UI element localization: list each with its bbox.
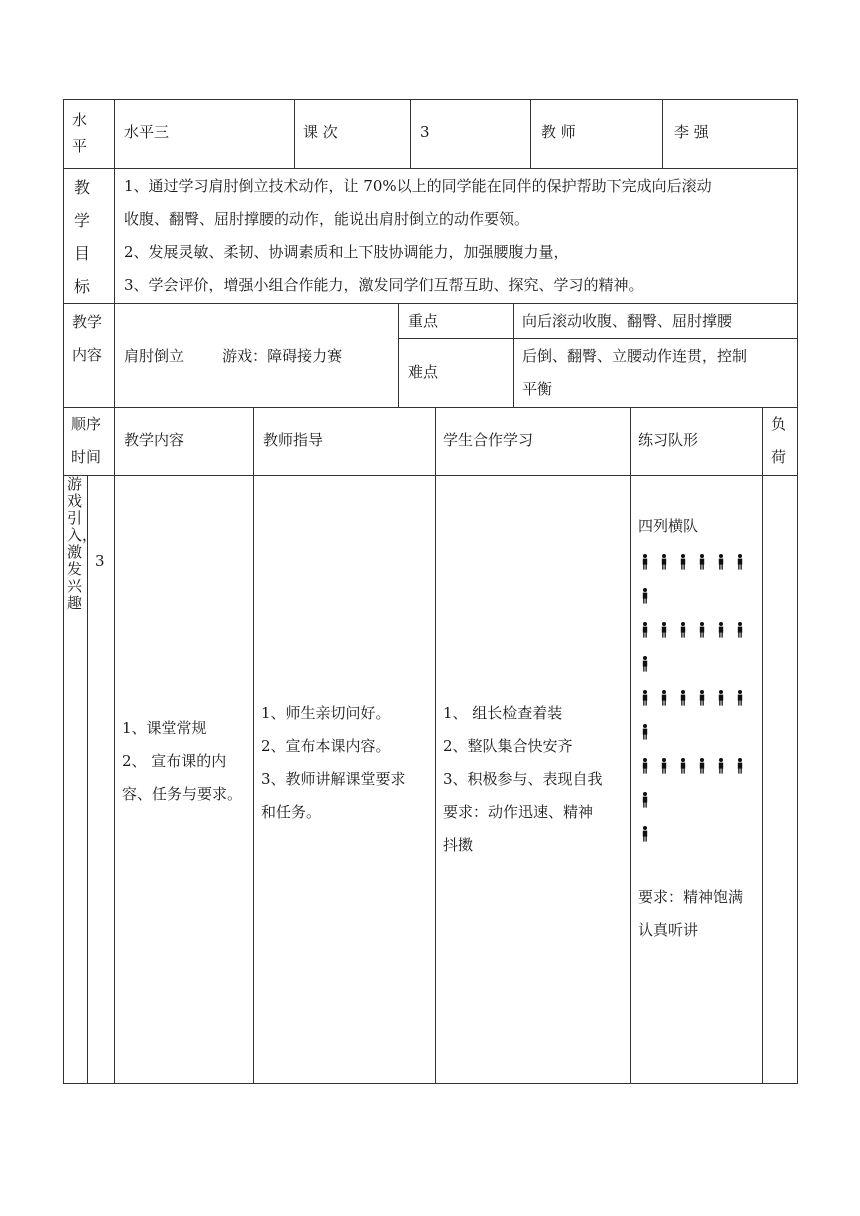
standing-person-icon: [718, 758, 724, 774]
standing-person-icon: [642, 826, 648, 842]
text-line: 2、 宣布课的内: [122, 752, 227, 770]
standing-person-icon: [661, 758, 667, 774]
text-line: 抖擞: [443, 836, 474, 854]
standing-person-icon: [661, 690, 667, 706]
standing-person-icon: [642, 588, 648, 604]
teaching-content-header: 教学内容: [124, 431, 185, 449]
objective-line: 3、学会评价，增强小组合作能力，激发同学们互帮互助、探究、学习的精神。: [124, 276, 644, 294]
formation-row: [642, 613, 756, 647]
standing-person-icon: [737, 758, 743, 774]
formation-row: [642, 579, 756, 613]
formation-row: [642, 783, 756, 817]
key-point-value: 向后滚动收腹、翻臀、屈肘撑腰: [522, 312, 733, 330]
standing-person-icon: [680, 622, 686, 638]
formation-title: 四列横队: [638, 517, 699, 535]
objective-line: 2、发展灵敏、柔韧、协调素质和上下肢协调能力，加强腰腹力量，: [124, 243, 569, 261]
objectives-label: 教学目标: [74, 178, 91, 296]
level-label: 水平: [72, 111, 88, 155]
standing-person-icon: [699, 554, 705, 570]
formation-row: [642, 749, 756, 783]
text-line: 1、课堂常规: [122, 719, 207, 737]
standing-person-icon: [699, 758, 705, 774]
text-line: 2、整队集合快安齐: [443, 737, 573, 755]
order-time-header: 顺序 时间: [71, 415, 102, 466]
text-line: 容、任务与要求。: [122, 785, 243, 803]
standing-person-icon: [680, 758, 686, 774]
standing-person-icon: [680, 690, 686, 706]
difficulty-value: 后倒、翻臀、立腰动作连贯，控制 平衡: [522, 347, 748, 398]
key-point-label: 重点: [408, 312, 439, 330]
formation-diagram: [642, 545, 756, 851]
teacher-label: 教 师: [541, 123, 576, 141]
text-line: 要求：精神饱满: [638, 888, 744, 906]
formation-row: [642, 647, 756, 681]
teacher-guidance-header: 教师指导: [263, 431, 324, 449]
text-line: 要求：动作迅速、精神: [443, 803, 594, 821]
level-value: 水平三: [124, 123, 170, 141]
text-line: 1、师生亲切问好。: [261, 704, 391, 722]
objectives-text: [124, 170, 712, 302]
standing-person-icon: [661, 554, 667, 570]
objective-line: 收腹、翻臀、屈肘撑腰的动作，能说出肩肘倒立的动作要领。: [124, 210, 530, 228]
standing-person-icon: [642, 690, 648, 706]
objective-line: 1、通过学习肩肘倒立技术动作，让 70%以上的同学能在同伴的保护帮助下完成向后滚动: [124, 177, 712, 195]
formation-header: 练习队形: [638, 431, 699, 449]
standing-person-icon: [737, 690, 743, 706]
text-line: 和任务。: [261, 803, 322, 821]
stage-label: 游戏引入，激发兴趣: [67, 475, 98, 612]
teaching-content-cell: [122, 712, 242, 811]
teacher-guidance-cell: [261, 697, 406, 829]
formation-row: [642, 545, 756, 579]
standing-person-icon: [737, 622, 743, 638]
standing-person-icon: [642, 758, 648, 774]
standing-person-icon: [718, 690, 724, 706]
lesson-label: 课 次: [303, 123, 338, 141]
content-label: 教学 内容: [72, 313, 103, 364]
standing-person-icon: [699, 622, 705, 638]
text-line: 认真听讲: [638, 921, 699, 939]
teacher-value: 李 强: [674, 123, 709, 141]
content-value: 肩肘倒立 游戏：障碍接力赛: [124, 347, 343, 365]
formation-row: [642, 681, 756, 715]
standing-person-icon: [737, 554, 743, 570]
formation-row: [642, 817, 756, 851]
standing-person-icon: [661, 622, 667, 638]
student-coop-header: 学生合作学习: [443, 431, 534, 449]
student-coop-cell: [443, 697, 603, 862]
text-line: 3、积极参与、表现自我: [443, 770, 603, 788]
standing-person-icon: [699, 690, 705, 706]
difficulty-label: 难点: [408, 363, 439, 381]
formation-requirement: [638, 881, 743, 947]
standing-person-icon: [680, 554, 686, 570]
load-header: 负 荷: [771, 415, 787, 466]
lesson-value: 3: [420, 123, 430, 141]
standing-person-icon: [718, 622, 724, 638]
standing-person-icon: [642, 724, 648, 740]
standing-person-icon: [642, 622, 648, 638]
standing-person-icon: [642, 792, 648, 808]
standing-person-icon: [642, 554, 648, 570]
text-line: 1、 组长检查着装: [443, 704, 563, 722]
text-line: 2、宣布本课内容。: [261, 737, 391, 755]
standing-person-icon: [718, 554, 724, 570]
stage-time: 3: [95, 552, 105, 570]
formation-row: [642, 715, 756, 749]
standing-person-icon: [642, 656, 648, 672]
text-line: 3、教师讲解课堂要求: [261, 770, 406, 788]
